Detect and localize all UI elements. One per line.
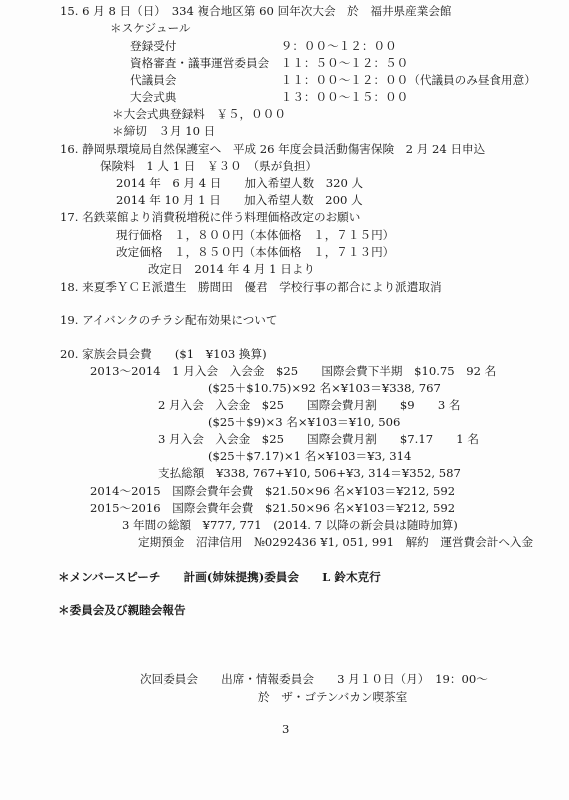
item-15-heading: 15. 6 月 8 日（日） 334 複合地区第 60 回年次大会 於 福井県産業会館 [60, 4, 452, 18]
schedule-delegates: 代議員会 １１：００～１２：００（代議員のみ昼食用意） [130, 73, 536, 87]
page-number: 3 [282, 722, 290, 736]
fee-total: 支払総額 ¥338, 767+¥10, 506+¥3, 314＝¥352, 587 [158, 466, 461, 480]
schedule-heading: ＊スケジュール [110, 21, 191, 35]
item-17-heading: 17. 名鉄菜館より消費税増税に伴う料理価格改定のお願い [60, 210, 361, 224]
insurance-october: 2014 年 10 月 1 日 加入希望人数 200 人 [116, 193, 363, 207]
revision-date: 改定日 2014 年 4 月 1 日より [148, 262, 316, 276]
fee-mar-row: 3 月入会 入会金 $25 国際会費月割 $7.17 1 名 [158, 432, 479, 446]
fee-jan-calc: ($25＋$10.75)×92 名×¥103＝¥338, 767 [208, 381, 441, 395]
item-20-heading: 20. 家族会員会費 ($1 ¥103 換算) [60, 347, 267, 361]
schedule-ceremony: 大会式典 １３：００～１５：００ [130, 90, 409, 104]
insurance-june: 2014 年 6 月 4 日 加入希望人数 320 人 [116, 176, 364, 190]
fee-mar-calc: ($25＋$7.17)×1 名×¥103＝¥3, 314 [208, 449, 412, 463]
fee-feb-row: 2 月入会 入会金 $25 国際会費月割 $9 3 名 [158, 398, 461, 412]
next-meeting-venue: 於 ザ・ゴテンバカン喫茶室 [258, 690, 408, 704]
schedule-registration: 登録受付 ９：００～１２：００ [130, 39, 397, 53]
ceremony-fee: ＊大会式典登録料 ￥５，０００ [112, 107, 286, 121]
deadline: ＊締切 ３月 10 日 [112, 124, 216, 138]
member-speech: ＊メンバースピーチ 計画(姉妹提携)委員会 L 鈴木克行 [58, 570, 381, 584]
time-deposit: 定期預金 沼津信用 №0292436 ¥1, 051, 991 解約 運営費会計へ入金 [138, 535, 534, 549]
fee-jan-row: 2013～2014 1 月入会 入会金 $25 国際会費下半期 $10.75 92 名 [90, 364, 497, 378]
fee-2015-2016: 2015～2016 国際会費年会費 $21.50×96 名×¥103＝¥212, 592 [90, 501, 456, 515]
committee-report-heading: ＊委員会及び親睦会報告 [58, 603, 186, 617]
current-price: 現行価格 １，８００円（本体価格 １，７１５円） [116, 228, 395, 242]
fee-2014-2015: 2014～2015 国際会費年会費 $21.50×96 名×¥103＝¥212, 592 [90, 484, 456, 498]
item-16-heading: 16. 静岡県環境局自然保護室へ 平成 26 年度会員活動傷害保険 2 月 24 日申込 [60, 142, 486, 156]
item-18-heading: 18. 来夏季ＹＣＥ派遣生 勝間田 優君 学校行事の都合により派遣取消 [60, 280, 442, 294]
insurance-fee: 保険料 1 人 1 日 ￥３０ （県が負担） [100, 159, 318, 173]
next-meeting: 次回委員会 出席・情報委員会 3 月１０日（月） 19：00～ [140, 672, 488, 686]
revised-price: 改定価格 １，８５０円（本体価格 １，７１３円） [116, 245, 395, 259]
schedule-credentials: 資格審査・議事運営委員会 １１：５０～１２：５０ [130, 56, 409, 70]
item-19-heading: 19. アイバンクのチラシ配布効果について [60, 313, 278, 327]
three-year-total: 3 年間の総額 ¥777, 771 (2014. 7 以降の新会員は随時加算) [122, 518, 458, 532]
fee-feb-calc: ($25＋$9)×3 名×¥103＝¥10, 506 [208, 415, 401, 429]
